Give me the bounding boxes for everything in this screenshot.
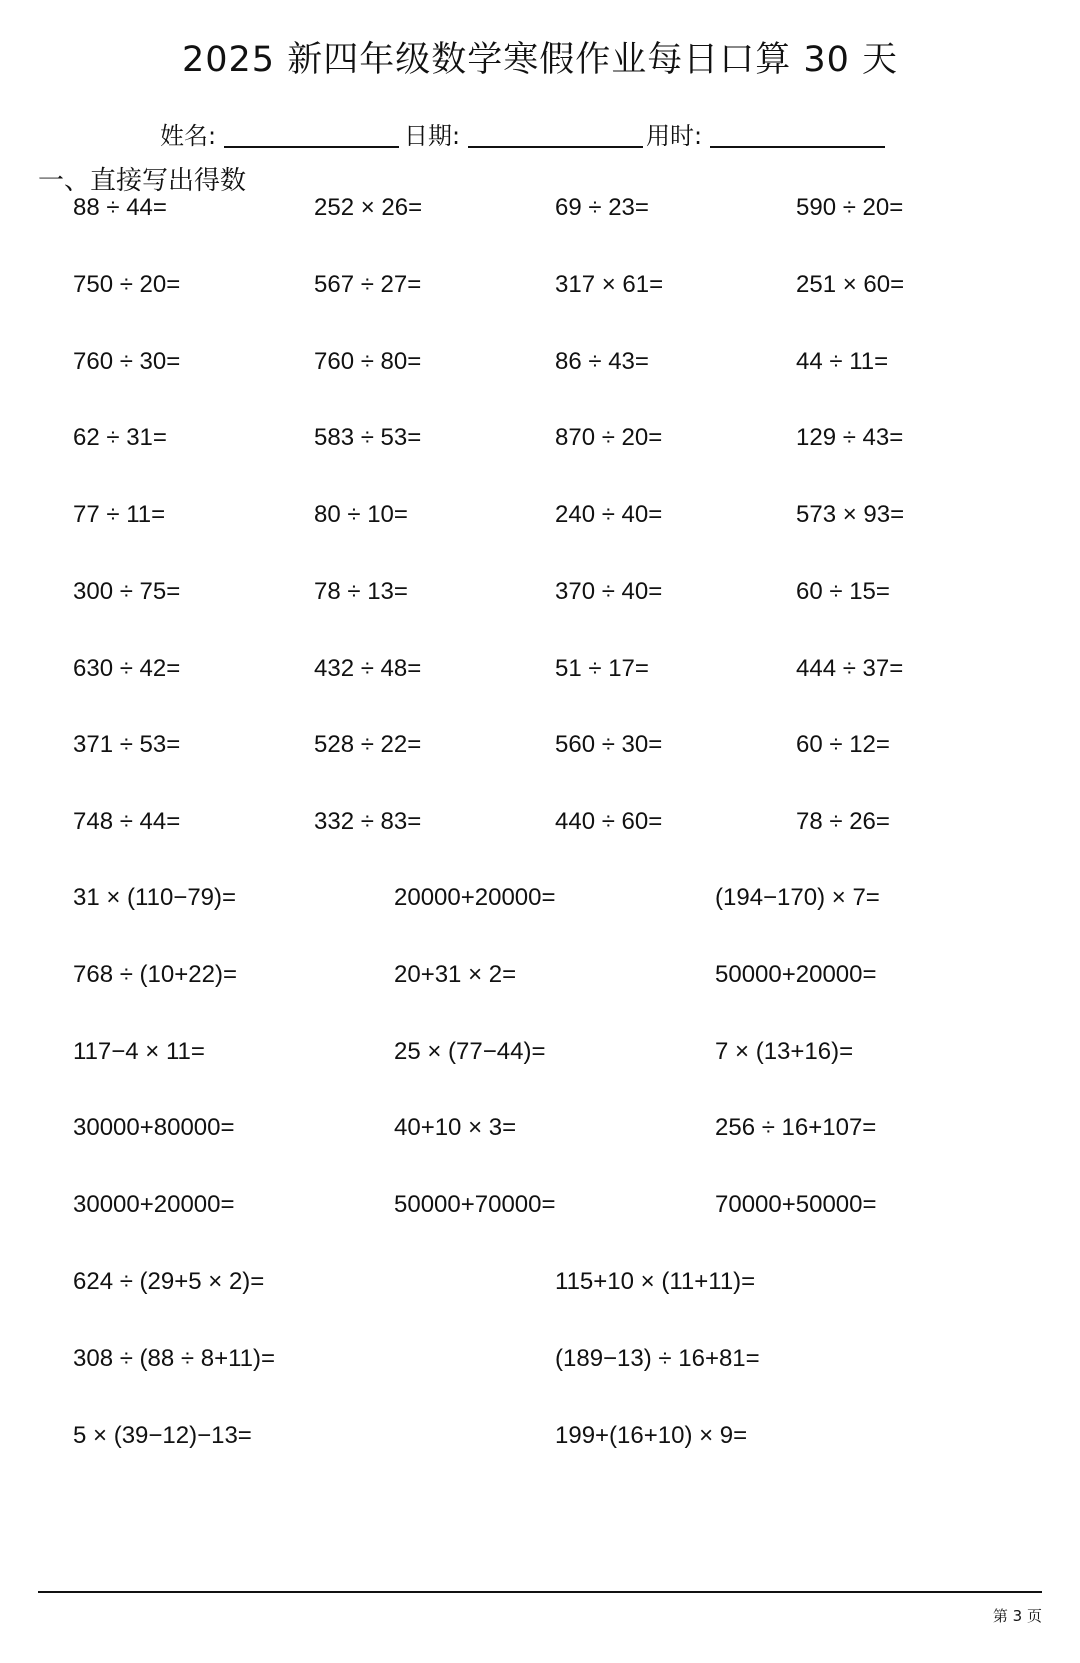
math-problem: 86 ÷ 43= (555, 348, 649, 375)
math-problem: (194−170) × 7= (715, 884, 880, 911)
math-problem: 590 ÷ 20= (796, 194, 904, 221)
math-problem: 129 ÷ 43= (796, 424, 904, 451)
math-problem: 62 ÷ 31= (73, 424, 167, 451)
math-problem: 573 × 93= (796, 501, 905, 528)
math-problem: 117−4 × 11= (73, 1038, 205, 1065)
math-problem: 371 ÷ 53= (73, 731, 181, 758)
date-label: 日期: (404, 122, 461, 150)
date-blank[interactable] (468, 122, 643, 148)
math-problem: 44 ÷ 11= (796, 348, 889, 375)
math-problem: 624 ÷ (29+5 × 2)= (73, 1268, 265, 1295)
date-field (404, 116, 643, 151)
page-number: 第 3 页 (992, 1607, 1042, 1625)
math-problem: 69 ÷ 23= (555, 194, 649, 221)
math-problem: 528 ÷ 22= (314, 731, 422, 758)
math-problem: 317 × 61= (555, 271, 664, 298)
math-problem: 560 ÷ 30= (555, 731, 663, 758)
math-problem: 60 ÷ 12= (796, 731, 890, 758)
footer-divider (38, 1591, 1042, 1593)
math-problem: 252 × 26= (314, 194, 423, 221)
math-problem: 251 × 60= (796, 271, 905, 298)
name-field (160, 116, 399, 151)
math-problem: 199+(16+10) × 9= (555, 1422, 748, 1449)
time-field (646, 116, 885, 151)
math-problem: 240 ÷ 40= (555, 501, 663, 528)
math-problem: 88 ÷ 44= (73, 194, 167, 221)
math-problem: 20000+20000= (394, 884, 556, 911)
math-problem: 50000+70000= (394, 1191, 556, 1218)
math-problem: 60 ÷ 15= (796, 578, 890, 605)
math-problem: 70000+50000= (715, 1191, 877, 1218)
math-problem: 432 ÷ 48= (314, 655, 422, 682)
student-info-line (160, 116, 960, 156)
math-problem: 20+31 × 2= (394, 961, 517, 988)
math-problem: 870 ÷ 20= (555, 424, 663, 451)
math-problem: 308 ÷ (88 ÷ 8+11)= (73, 1345, 276, 1372)
math-problem: 25 × (77−44)= (394, 1038, 546, 1065)
math-problem: 5 × (39−12)−13= (73, 1422, 252, 1449)
math-problem: 50000+20000= (715, 961, 877, 988)
math-problem: 630 ÷ 42= (73, 655, 181, 682)
math-problem: 30000+20000= (73, 1191, 235, 1218)
math-problem: 256 ÷ 16+107= (715, 1114, 877, 1141)
math-problem: 77 ÷ 11= (73, 501, 166, 528)
math-problem: 80 ÷ 10= (314, 501, 408, 528)
math-problem: 440 ÷ 60= (555, 808, 663, 835)
math-problem: 115+10 × (11+11)= (555, 1268, 756, 1295)
math-problem: 760 ÷ 80= (314, 348, 422, 375)
math-problem: 768 ÷ (10+22)= (73, 961, 237, 988)
time-blank[interactable] (710, 122, 885, 148)
math-problem: 760 ÷ 30= (73, 348, 181, 375)
math-problem: 31 × (110−79)= (73, 884, 237, 911)
math-problem: (189−13) ÷ 16+81= (555, 1345, 760, 1372)
math-problem: 750 ÷ 20= (73, 271, 181, 298)
name-label: 姓名: (160, 122, 217, 150)
math-problem: 567 ÷ 27= (314, 271, 422, 298)
math-problem: 78 ÷ 26= (796, 808, 890, 835)
math-problem: 583 ÷ 53= (314, 424, 422, 451)
time-label: 用时: (646, 122, 703, 150)
name-blank[interactable] (224, 122, 399, 148)
math-problem: 40+10 × 3= (394, 1114, 517, 1141)
math-problem: 30000+80000= (73, 1114, 235, 1141)
math-problem: 370 ÷ 40= (555, 578, 663, 605)
math-problem: 444 ÷ 37= (796, 655, 904, 682)
math-problem: 300 ÷ 75= (73, 578, 181, 605)
math-problem: 78 ÷ 13= (314, 578, 408, 605)
math-problem: 7 × (13+16)= (715, 1038, 854, 1065)
math-problem: 748 ÷ 44= (73, 808, 181, 835)
section-heading: 一、直接写出得数 (38, 166, 247, 196)
math-problem: 332 ÷ 83= (314, 808, 422, 835)
page-title: 2025 新四年级数学寒假作业每日口算 30 天 (182, 40, 898, 80)
math-problem: 51 ÷ 17= (555, 655, 649, 682)
